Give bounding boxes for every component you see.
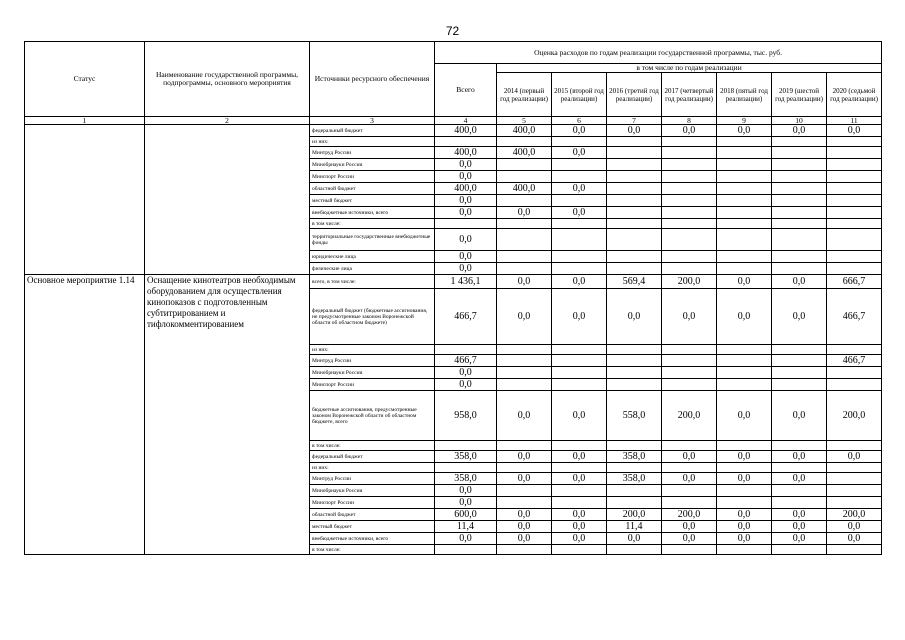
total-value [435, 219, 497, 229]
total-value: 0,0 [435, 485, 497, 497]
year-value: 0,0 [717, 533, 772, 545]
year-value [772, 171, 827, 183]
source-cell: федеральный бюджет (бюджетные ассигнования, не предусмотренные законом Воронежской области об областном бюджете) [310, 289, 435, 345]
year-value [827, 147, 882, 159]
year-value [772, 195, 827, 207]
year-value [662, 207, 717, 219]
year-value [552, 219, 607, 229]
year-value [827, 263, 882, 275]
source-cell: физические лица [310, 263, 435, 275]
activity-name-cell-empty [145, 125, 310, 275]
header-name: Наименование государственной программы, подпрограммы, основного мероприятия [145, 42, 310, 117]
year-value [552, 251, 607, 263]
year-value [772, 219, 827, 229]
block2-body [25, 275, 882, 555]
year-value: 358,0 [607, 451, 662, 463]
year-value [607, 219, 662, 229]
year-value [827, 345, 882, 355]
column-number: 2 [145, 117, 310, 125]
year-value: 0,0 [827, 521, 882, 533]
year-value [662, 183, 717, 195]
year-value [552, 195, 607, 207]
year-value [772, 147, 827, 159]
year-value: 0,0 [772, 509, 827, 521]
year-value [827, 137, 882, 147]
year-value [497, 195, 552, 207]
year-value: 0,0 [497, 509, 552, 521]
year-value [497, 367, 552, 379]
year-value [662, 159, 717, 171]
year-value: 0,0 [662, 533, 717, 545]
column-numbers-row [25, 117, 882, 125]
year-value [717, 441, 772, 451]
year-value [772, 379, 827, 391]
total-value: 0,0 [435, 229, 497, 251]
year-value [662, 355, 717, 367]
year-value: 0,0 [497, 533, 552, 545]
source-cell: Минобрнауки России [310, 485, 435, 497]
status-cell: Основное мероприятие 1.14 [25, 275, 145, 555]
header-year: 2014 (первый год реализации) [497, 73, 552, 117]
source-cell: внебюджетные источники, всего [310, 207, 435, 219]
year-value [552, 441, 607, 451]
year-value [662, 485, 717, 497]
year-value [827, 251, 882, 263]
column-number: 9 [717, 117, 772, 125]
year-value: 558,0 [607, 391, 662, 441]
year-value [607, 171, 662, 183]
year-value: 0,0 [552, 533, 607, 545]
year-value: 0,0 [497, 521, 552, 533]
year-value [662, 345, 717, 355]
year-value: 0,0 [772, 125, 827, 137]
year-value: 0,0 [497, 275, 552, 289]
year-value: 400,0 [497, 147, 552, 159]
year-value: 0,0 [662, 451, 717, 463]
source-cell: Минтруд России [310, 147, 435, 159]
column-number: 1 [25, 117, 145, 125]
total-value: 0,0 [435, 379, 497, 391]
year-value [552, 171, 607, 183]
year-value [662, 441, 717, 451]
year-value: 0,0 [717, 275, 772, 289]
year-value: 0,0 [827, 451, 882, 463]
year-value [607, 263, 662, 275]
year-value [772, 463, 827, 473]
year-value: 466,7 [827, 289, 882, 345]
year-value [717, 159, 772, 171]
year-value: 11,4 [607, 521, 662, 533]
source-cell: федеральный бюджет [310, 125, 435, 137]
year-value [717, 263, 772, 275]
header-year: 2019 (шестой год реализации) [772, 73, 827, 117]
year-value [607, 441, 662, 451]
year-value [827, 463, 882, 473]
source-cell: юридические лица [310, 251, 435, 263]
year-value [607, 159, 662, 171]
year-value [497, 463, 552, 473]
page-number: 72 [445, 24, 460, 38]
year-value [827, 229, 882, 251]
total-value: 1 436,1 [435, 275, 497, 289]
year-value [497, 137, 552, 147]
year-value [552, 137, 607, 147]
year-value [772, 497, 827, 509]
year-value: 0,0 [607, 533, 662, 545]
header-sources: Источники ресурсного обеспечения [310, 42, 435, 117]
year-value [717, 229, 772, 251]
year-value [552, 485, 607, 497]
header-year: 2018 (пятый год реализации) [717, 73, 772, 117]
year-value: 0,0 [497, 473, 552, 485]
year-value [552, 367, 607, 379]
header-year: 2017 (четвертый год реализации) [662, 73, 717, 117]
year-value: 0,0 [717, 521, 772, 533]
year-value: 0,0 [717, 451, 772, 463]
source-cell: территориальные государственные внебюджетные фонды [310, 229, 435, 251]
year-value [772, 345, 827, 355]
total-value: 358,0 [435, 473, 497, 485]
status-cell-empty [25, 125, 145, 275]
year-value [552, 379, 607, 391]
year-value [827, 497, 882, 509]
year-value: 0,0 [772, 473, 827, 485]
header-year: 2015 (второй год реализации) [552, 73, 607, 117]
year-value [607, 137, 662, 147]
year-value: 0,0 [497, 289, 552, 345]
year-value [827, 367, 882, 379]
source-cell: в том числе: [310, 545, 435, 555]
year-value [552, 263, 607, 275]
year-value: 0,0 [662, 289, 717, 345]
year-value: 0,0 [552, 275, 607, 289]
year-value [772, 263, 827, 275]
year-value [552, 545, 607, 555]
year-value [552, 497, 607, 509]
year-value [717, 545, 772, 555]
column-number: 5 [497, 117, 552, 125]
header-estimate: Оценка расходов по годам реализации государственной программы, тыс. руб. [435, 42, 882, 64]
year-value [827, 379, 882, 391]
year-value [717, 463, 772, 473]
total-value: 11,4 [435, 521, 497, 533]
total-value [435, 441, 497, 451]
total-value: 0,0 [435, 159, 497, 171]
total-value: 400,0 [435, 125, 497, 137]
year-value [607, 251, 662, 263]
year-value [552, 355, 607, 367]
table-row [25, 125, 882, 137]
year-value [772, 367, 827, 379]
year-value [662, 251, 717, 263]
year-value [717, 355, 772, 367]
year-value [552, 229, 607, 251]
year-value: 466,7 [827, 355, 882, 367]
year-value: 569,4 [607, 275, 662, 289]
year-value [772, 229, 827, 251]
source-cell: внебюджетные источники, всего [310, 533, 435, 545]
year-value [717, 207, 772, 219]
column-number: 11 [827, 117, 882, 125]
total-value: 0,0 [435, 367, 497, 379]
year-value [662, 171, 717, 183]
year-value [827, 171, 882, 183]
year-value [772, 183, 827, 195]
year-value [717, 137, 772, 147]
year-value: 0,0 [552, 391, 607, 441]
year-value [827, 485, 882, 497]
year-value [662, 263, 717, 275]
year-value [497, 229, 552, 251]
year-value [827, 195, 882, 207]
year-value: 0,0 [497, 207, 552, 219]
year-value [497, 441, 552, 451]
header-total: Всего [435, 64, 497, 117]
year-value: 0,0 [552, 289, 607, 345]
year-value [717, 485, 772, 497]
year-value [717, 219, 772, 229]
year-value [607, 147, 662, 159]
year-value [497, 159, 552, 171]
total-value: 0,0 [435, 533, 497, 545]
year-value [662, 229, 717, 251]
year-value [497, 251, 552, 263]
year-value [607, 497, 662, 509]
source-cell: областной бюджет [310, 183, 435, 195]
year-value [717, 195, 772, 207]
column-number: 8 [662, 117, 717, 125]
year-value: 0,0 [772, 521, 827, 533]
year-value [607, 463, 662, 473]
header-by-years: в том числе по годам реализации [497, 64, 882, 73]
column-number: 7 [607, 117, 662, 125]
source-cell: Минспорт России [310, 171, 435, 183]
year-value: 0,0 [552, 509, 607, 521]
year-value: 666,7 [827, 275, 882, 289]
year-value [662, 463, 717, 473]
source-cell: бюджетные ассигнования, предусмотренные законом Воронежской области об областном бюджете, всего [310, 391, 435, 441]
year-value: 200,0 [662, 391, 717, 441]
year-value [662, 379, 717, 391]
year-value: 200,0 [827, 391, 882, 441]
source-cell: федеральный бюджет [310, 451, 435, 463]
year-value [717, 345, 772, 355]
year-value [497, 263, 552, 275]
year-value [497, 345, 552, 355]
year-value [717, 379, 772, 391]
year-value: 0,0 [552, 147, 607, 159]
source-cell: всего, в том числе: [310, 275, 435, 289]
year-value [662, 195, 717, 207]
year-value: 0,0 [662, 521, 717, 533]
year-value: 0,0 [552, 183, 607, 195]
year-value [607, 207, 662, 219]
table-row [25, 275, 882, 289]
total-value: 400,0 [435, 183, 497, 195]
year-value [497, 379, 552, 391]
source-cell: Минспорт России [310, 497, 435, 509]
year-value [497, 171, 552, 183]
year-value: 0,0 [827, 533, 882, 545]
year-value: 0,0 [552, 451, 607, 463]
year-value: 358,0 [607, 473, 662, 485]
year-value [717, 171, 772, 183]
block1-body [25, 125, 882, 275]
year-value [662, 219, 717, 229]
total-value [435, 137, 497, 147]
year-value: 0,0 [497, 391, 552, 441]
year-value: 0,0 [827, 125, 882, 137]
year-value [717, 147, 772, 159]
year-value [607, 355, 662, 367]
total-value: 0,0 [435, 497, 497, 509]
header-year: 2020 (седьмой год реализации) [827, 73, 882, 117]
year-value [772, 159, 827, 171]
source-cell: Минобрнауки России [310, 159, 435, 171]
source-cell: Минтруд России [310, 355, 435, 367]
activity-name-cell: Оснащение кинотеатров необходимым оборудованием для осуществления кинопоказов с подготовленным субтитрированием и тифлокомментированием [145, 275, 310, 555]
year-value [772, 441, 827, 451]
year-value [772, 545, 827, 555]
total-value: 0,0 [435, 263, 497, 275]
year-value [662, 137, 717, 147]
source-cell: Минобрнауки России [310, 367, 435, 379]
year-value [607, 195, 662, 207]
year-value [662, 147, 717, 159]
column-number: 4 [435, 117, 497, 125]
column-number: 3 [310, 117, 435, 125]
year-value: 0,0 [717, 125, 772, 137]
year-value: 200,0 [827, 509, 882, 521]
total-value: 400,0 [435, 147, 497, 159]
year-value: 0,0 [662, 473, 717, 485]
year-value [827, 545, 882, 555]
total-value: 958,0 [435, 391, 497, 441]
year-value [497, 355, 552, 367]
year-value: 0,0 [662, 125, 717, 137]
year-value [497, 485, 552, 497]
year-value [607, 545, 662, 555]
total-value: 0,0 [435, 207, 497, 219]
year-value: 0,0 [497, 451, 552, 463]
total-value: 466,7 [435, 289, 497, 345]
source-cell: в том числе: [310, 219, 435, 229]
source-cell: областной бюджет [310, 509, 435, 521]
year-value: 400,0 [497, 183, 552, 195]
year-value [607, 379, 662, 391]
year-value [827, 207, 882, 219]
year-value [552, 463, 607, 473]
year-value [662, 367, 717, 379]
year-value [772, 137, 827, 147]
year-value [607, 485, 662, 497]
year-value: 0,0 [717, 473, 772, 485]
year-value: 0,0 [717, 509, 772, 521]
budget-table [24, 41, 882, 555]
year-value [717, 367, 772, 379]
year-value: 0,0 [772, 289, 827, 345]
year-value [772, 485, 827, 497]
source-cell: Минспорт России [310, 379, 435, 391]
total-value: 466,7 [435, 355, 497, 367]
year-value: 0,0 [552, 125, 607, 137]
year-value: 0,0 [772, 391, 827, 441]
column-number: 6 [552, 117, 607, 125]
source-cell: местный бюджет [310, 521, 435, 533]
total-value: 600,0 [435, 509, 497, 521]
header-year: 2016 (третий год реализации) [607, 73, 662, 117]
year-value [772, 355, 827, 367]
year-value [827, 159, 882, 171]
header-status: Статус [25, 42, 145, 117]
year-value [607, 367, 662, 379]
year-value [552, 159, 607, 171]
year-value [497, 545, 552, 555]
year-value [827, 473, 882, 485]
year-value [662, 497, 717, 509]
year-value [497, 497, 552, 509]
column-number: 10 [772, 117, 827, 125]
total-value: 358,0 [435, 451, 497, 463]
year-value: 0,0 [717, 289, 772, 345]
year-value [662, 545, 717, 555]
year-value: 0,0 [607, 289, 662, 345]
year-value [717, 251, 772, 263]
year-value: 200,0 [662, 509, 717, 521]
year-value: 200,0 [607, 509, 662, 521]
year-value [717, 497, 772, 509]
total-value [435, 463, 497, 473]
year-value: 0,0 [552, 473, 607, 485]
year-value: 400,0 [497, 125, 552, 137]
year-value [827, 219, 882, 229]
year-value: 0,0 [552, 207, 607, 219]
source-cell: Минтруд России [310, 473, 435, 485]
year-value [772, 251, 827, 263]
year-value: 0,0 [552, 521, 607, 533]
source-cell: из них: [310, 463, 435, 473]
year-value: 0,0 [717, 391, 772, 441]
year-value [607, 345, 662, 355]
year-value: 200,0 [662, 275, 717, 289]
total-value [435, 545, 497, 555]
total-value: 0,0 [435, 171, 497, 183]
source-cell: в том числе: [310, 441, 435, 451]
year-value [607, 183, 662, 195]
year-value [772, 207, 827, 219]
table-header [25, 42, 882, 125]
source-cell: местный бюджет [310, 195, 435, 207]
year-value [827, 183, 882, 195]
source-cell: из них: [310, 345, 435, 355]
year-value [607, 229, 662, 251]
total-value: 0,0 [435, 251, 497, 263]
source-cell: из них: [310, 137, 435, 147]
year-value [717, 183, 772, 195]
year-value [827, 441, 882, 451]
total-value: 0,0 [435, 195, 497, 207]
year-value: 0,0 [772, 451, 827, 463]
year-value: 0,0 [772, 533, 827, 545]
year-value: 0,0 [607, 125, 662, 137]
year-value [552, 345, 607, 355]
total-value [435, 345, 497, 355]
year-value: 0,0 [772, 275, 827, 289]
year-value [497, 219, 552, 229]
